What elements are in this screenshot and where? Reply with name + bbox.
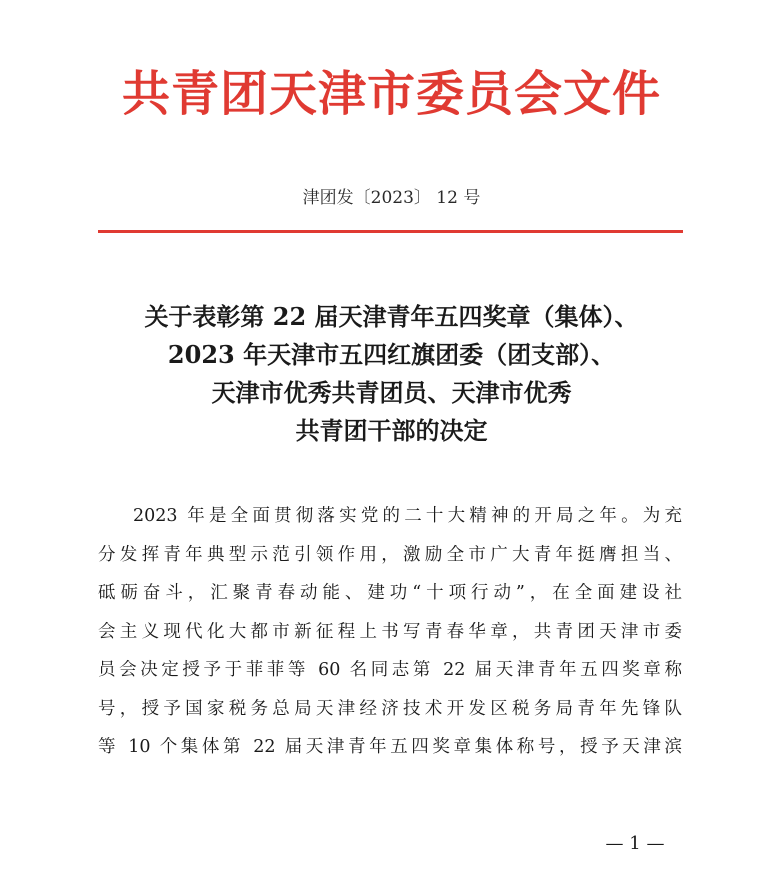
body-line: 砥砺奋斗，汇聚青春动能、建功“十项行动”，在全面建设社 [98,583,682,603]
title-line-3: 天津市优秀共青团员、天津市优秀 [211,378,572,407]
body-line: 分发挥青年典型示范引领作用，激励全市广大青年挺膺担当、 [98,544,682,565]
title-line-2: 2023 年天津市五四红旗团委（团支部）、 [167,340,616,369]
body-line: 等 10 个集体第 22 届天津青年五四奖章集体称号，授予天津滨 [98,737,682,757]
document-masthead: 共青团天津市委员会文件 [121,66,661,122]
title-line-1: 关于表彰第 22 届天津青年五四奖章（集体）、 [144,302,639,331]
body-line: 2023 年是全面贯彻落实党的二十大精神的开局之年。为充 [133,506,682,526]
document-title [60,298,723,450]
document-number: 津团发〔2023〕 12 号 [302,188,481,208]
page-number: — 1 — [605,833,665,854]
body-paragraph [98,497,682,767]
body-line: 员会决定授予于菲菲等 60 名同志第 22 届天津青年五四奖章称 [98,660,682,680]
body-line: 号，授予国家税务总局天津经济技术开发区税务局青年先锋队 [98,698,682,719]
body-line: 会主义现代化大都市新征程上书写青春华章，共青团天津市委 [98,621,682,642]
masthead-divider [98,230,683,233]
title-line-4: 共青团干部的决定 [295,416,488,445]
